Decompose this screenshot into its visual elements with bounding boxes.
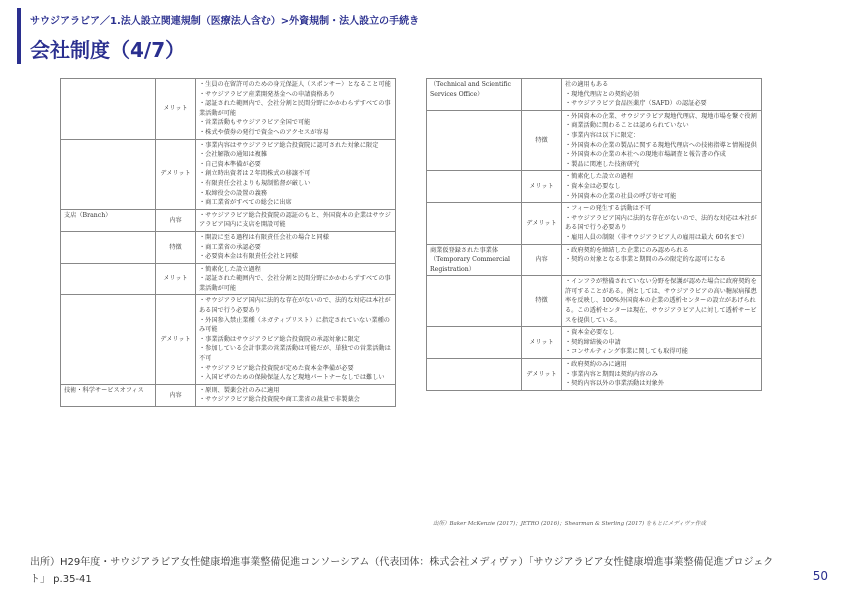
table-row [61, 295, 396, 384]
detail-line: ・原則、製薬会社のみに適用 [199, 386, 280, 394]
table-row [61, 231, 396, 263]
row-aspect-cell: 内容 [156, 384, 196, 406]
detail-line: ・契約内容以外の事業活動は対象外 [565, 380, 664, 388]
row-aspect-cell: 特徴 [522, 276, 562, 327]
title-accent-bar [17, 8, 21, 64]
row-category-cell [427, 327, 522, 359]
table-row [427, 276, 762, 327]
detail-line: ・政府契約のみに適用 [565, 361, 627, 369]
detail-line: ・事業内容はサウジアラビア総合投資院に認可された対象に限定 [199, 141, 379, 149]
detail-line: ・サウジアラビア産業開発基金への申請資格あり [199, 90, 336, 98]
row-detail-cell [196, 295, 396, 384]
table-row [61, 384, 396, 406]
row-aspect-cell: デメリット [522, 203, 562, 244]
row-aspect-cell: デメリット [156, 139, 196, 209]
row-detail-cell [562, 110, 762, 171]
row-category-cell: 商業仮登録された事業体（Temporary Commercial Registration） [427, 244, 522, 276]
row-detail-cell [562, 244, 762, 276]
detail-line: ・資本金必要なし [565, 329, 615, 337]
row-aspect-cell: 内容 [522, 244, 562, 276]
detail-line: ・サウジアラビア総合投資院や商工業省の裁量で非製薬会 [199, 396, 360, 404]
row-category-cell [61, 263, 156, 295]
detail-line: ・政府契約を締結した企業にのみ認められる [565, 246, 689, 254]
detail-line: ・現地代理店との契約必須 [565, 90, 640, 98]
row-detail-cell [562, 276, 762, 327]
footer-source: 出所）H29年度・サウジアラビア女性健康増進事業整備促進コンソーシアム（代表団体：株式会社メディヴァ）「サウジアラビア女性健康増進事業整備促進プロジェクト」 p.35-41 [30, 557, 774, 585]
detail-line: ・開設に至る過程は有限責任会社の場合と同様 [199, 233, 329, 241]
table-row [427, 244, 762, 276]
detail-line: ・事業活動はサウジアラビア総合投資院の承認対象に限定 [199, 335, 360, 343]
row-aspect-cell: メリット [522, 327, 562, 359]
row-detail-cell [562, 171, 762, 203]
detail-line: ・資本金は必要なし [565, 182, 621, 190]
row-category-cell [61, 231, 156, 263]
detail-line: ・事業内容は以下に限定： [565, 131, 640, 139]
row-category-cell: （Technical and Scientific Services Office） [427, 79, 522, 111]
detail-line: ・サウジアラビア総合投資院が定めた資本金準備が必要 [199, 364, 354, 372]
row-aspect-cell: メリット [156, 263, 196, 295]
detail-line: ・外国資本の企業の社員の呼び寄せ可能 [565, 192, 677, 200]
row-detail-cell [562, 327, 762, 359]
row-category-cell [427, 171, 522, 203]
row-detail-cell [562, 359, 762, 391]
detail-line: ・サウジアラビア国内に法的な存在がないので、法的な対応は本社がある国で行う必要あり [565, 214, 757, 232]
row-category-cell [427, 276, 522, 327]
detail-line: ・外国資本の企業、サウジアラビア現地代理店、現地市場を繋ぐ役割 [565, 112, 757, 120]
detail-line: ・製品に関連した技術研究 [565, 160, 640, 168]
detail-line: ・外国資本の企業の製品に関する現地代理店への技術指導と情報提供 [565, 141, 757, 149]
row-category-cell [61, 139, 156, 209]
row-aspect-cell: メリット [522, 171, 562, 203]
right-table-column [426, 78, 762, 391]
row-detail-cell [196, 79, 396, 140]
detail-line: ・雇用人員の制限（非サウジアラビア人の雇用は最大 60名まで） [565, 233, 749, 241]
detail-line: ・サウジアラビア総合投資院の認証のもと、外国資本の企業はサウジアラビア国内に支店を開設可能 [199, 211, 391, 229]
detail-line: ・自己資本準備が必要 [199, 160, 261, 168]
row-detail-cell [562, 203, 762, 244]
row-aspect-cell: 内容 [156, 209, 196, 231]
page-title: 会社制度（4/7） [30, 38, 186, 62]
detail-line: ・入国ビザのための保険保証人など現地パートナーなしでは難しい [199, 374, 385, 382]
embedded-document-image [58, 78, 786, 538]
row-category-cell [427, 110, 522, 171]
detail-line: ・商工業省がすべての総会に出席 [199, 199, 292, 207]
detail-line: 社の適用もある [565, 81, 609, 88]
detail-line: ・インフラが整備されていない分野を保護が認めた場合に政府契約を許可することがある。例としては、サウジアラビアの高い糖尿病罹患率を反映し、100%外国資本の企業の透析センターの設立があげられる。この透析センターは現在、サウジアラビア人に対して透析サービスを提供している。 [565, 278, 757, 324]
row-aspect-cell: 特徴 [156, 231, 196, 263]
table-row [61, 79, 396, 140]
row-category-cell: 支店（Branch） [61, 209, 156, 231]
detail-line: ・取締役会の設置の義務 [199, 189, 268, 197]
detail-line: ・商工業省の承認必要 [199, 243, 261, 251]
table-row [427, 171, 762, 203]
row-aspect-cell: メリット [156, 79, 196, 140]
row-category-cell [61, 295, 156, 384]
table-source-note: 出所）Baker McKenzie (2017)；JETRO (2016)；Shearman & Sterling (2017) をもとにメディヴァ作成 [433, 521, 706, 527]
detail-line: ・フィーの発生する活動は不可 [565, 205, 652, 213]
detail-line: ・営業活動もサウジアラビア全国で可能 [199, 119, 311, 127]
detail-line: ・外国資本の企業の本社への現地市場調査と報告書の作成 [565, 151, 726, 159]
company-system-table-right [426, 78, 762, 391]
detail-line: ・外国参入禁止業種（ネガティブリスト）に指定されていない業種のみ可能 [199, 316, 390, 334]
row-aspect-cell [522, 79, 562, 111]
row-aspect-cell: デメリット [156, 295, 196, 384]
table-row [427, 359, 762, 391]
detail-line: ・生員の在留許可のための身元保証人（スポンサー）となること可能 [199, 81, 391, 88]
detail-line: ・認証された範囲内で、会社分割と民間分野にかかわらずすべての事業活動が可能 [199, 100, 391, 117]
row-category-cell [427, 203, 522, 244]
detail-line: ・コンサルティング事業に関しても取得可能 [565, 348, 688, 356]
row-aspect-cell: デメリット [522, 359, 562, 391]
detail-line: ・認証された範囲内で、会社分割と民間分野にかかわらずすべての事業活動が可能 [199, 275, 391, 292]
row-category-cell [61, 79, 156, 140]
table-row [61, 209, 396, 231]
detail-line: ・創立時出資者は２年間株式の移譲不可 [199, 170, 311, 178]
row-category-cell [427, 359, 522, 391]
detail-line: ・会社解散の通知は複雑 [199, 151, 268, 159]
table-row [427, 327, 762, 359]
row-detail-cell [196, 139, 396, 209]
table-row [427, 79, 762, 111]
table-row [427, 203, 762, 244]
detail-line: ・参加している会計事業の営業活動は可能だが、単独での営業活動は不可 [199, 345, 391, 363]
detail-line: ・必要資本金は有限責任会社と同様 [199, 253, 298, 261]
row-category-cell: 技術・科学サービスオフィス [61, 384, 156, 406]
detail-line: ・サウジアラビア食品医薬庁（SAFD）の認証必要 [565, 100, 707, 108]
breadcrumb: サウジアラビア／1.法人設立関連規制（医療法人含む）>外資規制・法人設立の手続き [30, 16, 420, 27]
row-detail-cell [562, 79, 762, 111]
left-table-column [60, 78, 396, 407]
company-system-table-left [60, 78, 396, 407]
detail-line: ・簡素化した設立過程 [199, 265, 261, 273]
page-number: 50 [812, 569, 828, 583]
table-row [427, 110, 762, 171]
row-detail-cell [196, 209, 396, 231]
detail-line: ・事業内容と期間は契約内容のみ [565, 370, 658, 378]
detail-line: ・簡素化した設立の過程 [565, 173, 634, 181]
row-aspect-cell: 特徴 [522, 110, 562, 171]
detail-line: ・契約締結後の申請 [565, 338, 621, 346]
row-detail-cell [196, 263, 396, 295]
row-detail-cell [196, 384, 396, 406]
table-row [61, 263, 396, 295]
detail-line: ・株式や債券の発行で資金へのアクセスが容易 [199, 128, 329, 136]
detail-line: ・有限責任会社よりも規制監督が厳しい [199, 179, 311, 187]
table-row [61, 139, 396, 209]
detail-line: ・契約の対象となる事業と期間のみの限定的な認可になる [565, 256, 726, 264]
detail-line: ・サウジアラビア国内に法的な存在がないので、法的な対応は本社がある国で行う必要あり [199, 297, 391, 315]
row-detail-cell [196, 231, 396, 263]
detail-line: ・商業活動に関わることは認められていない [565, 122, 689, 130]
